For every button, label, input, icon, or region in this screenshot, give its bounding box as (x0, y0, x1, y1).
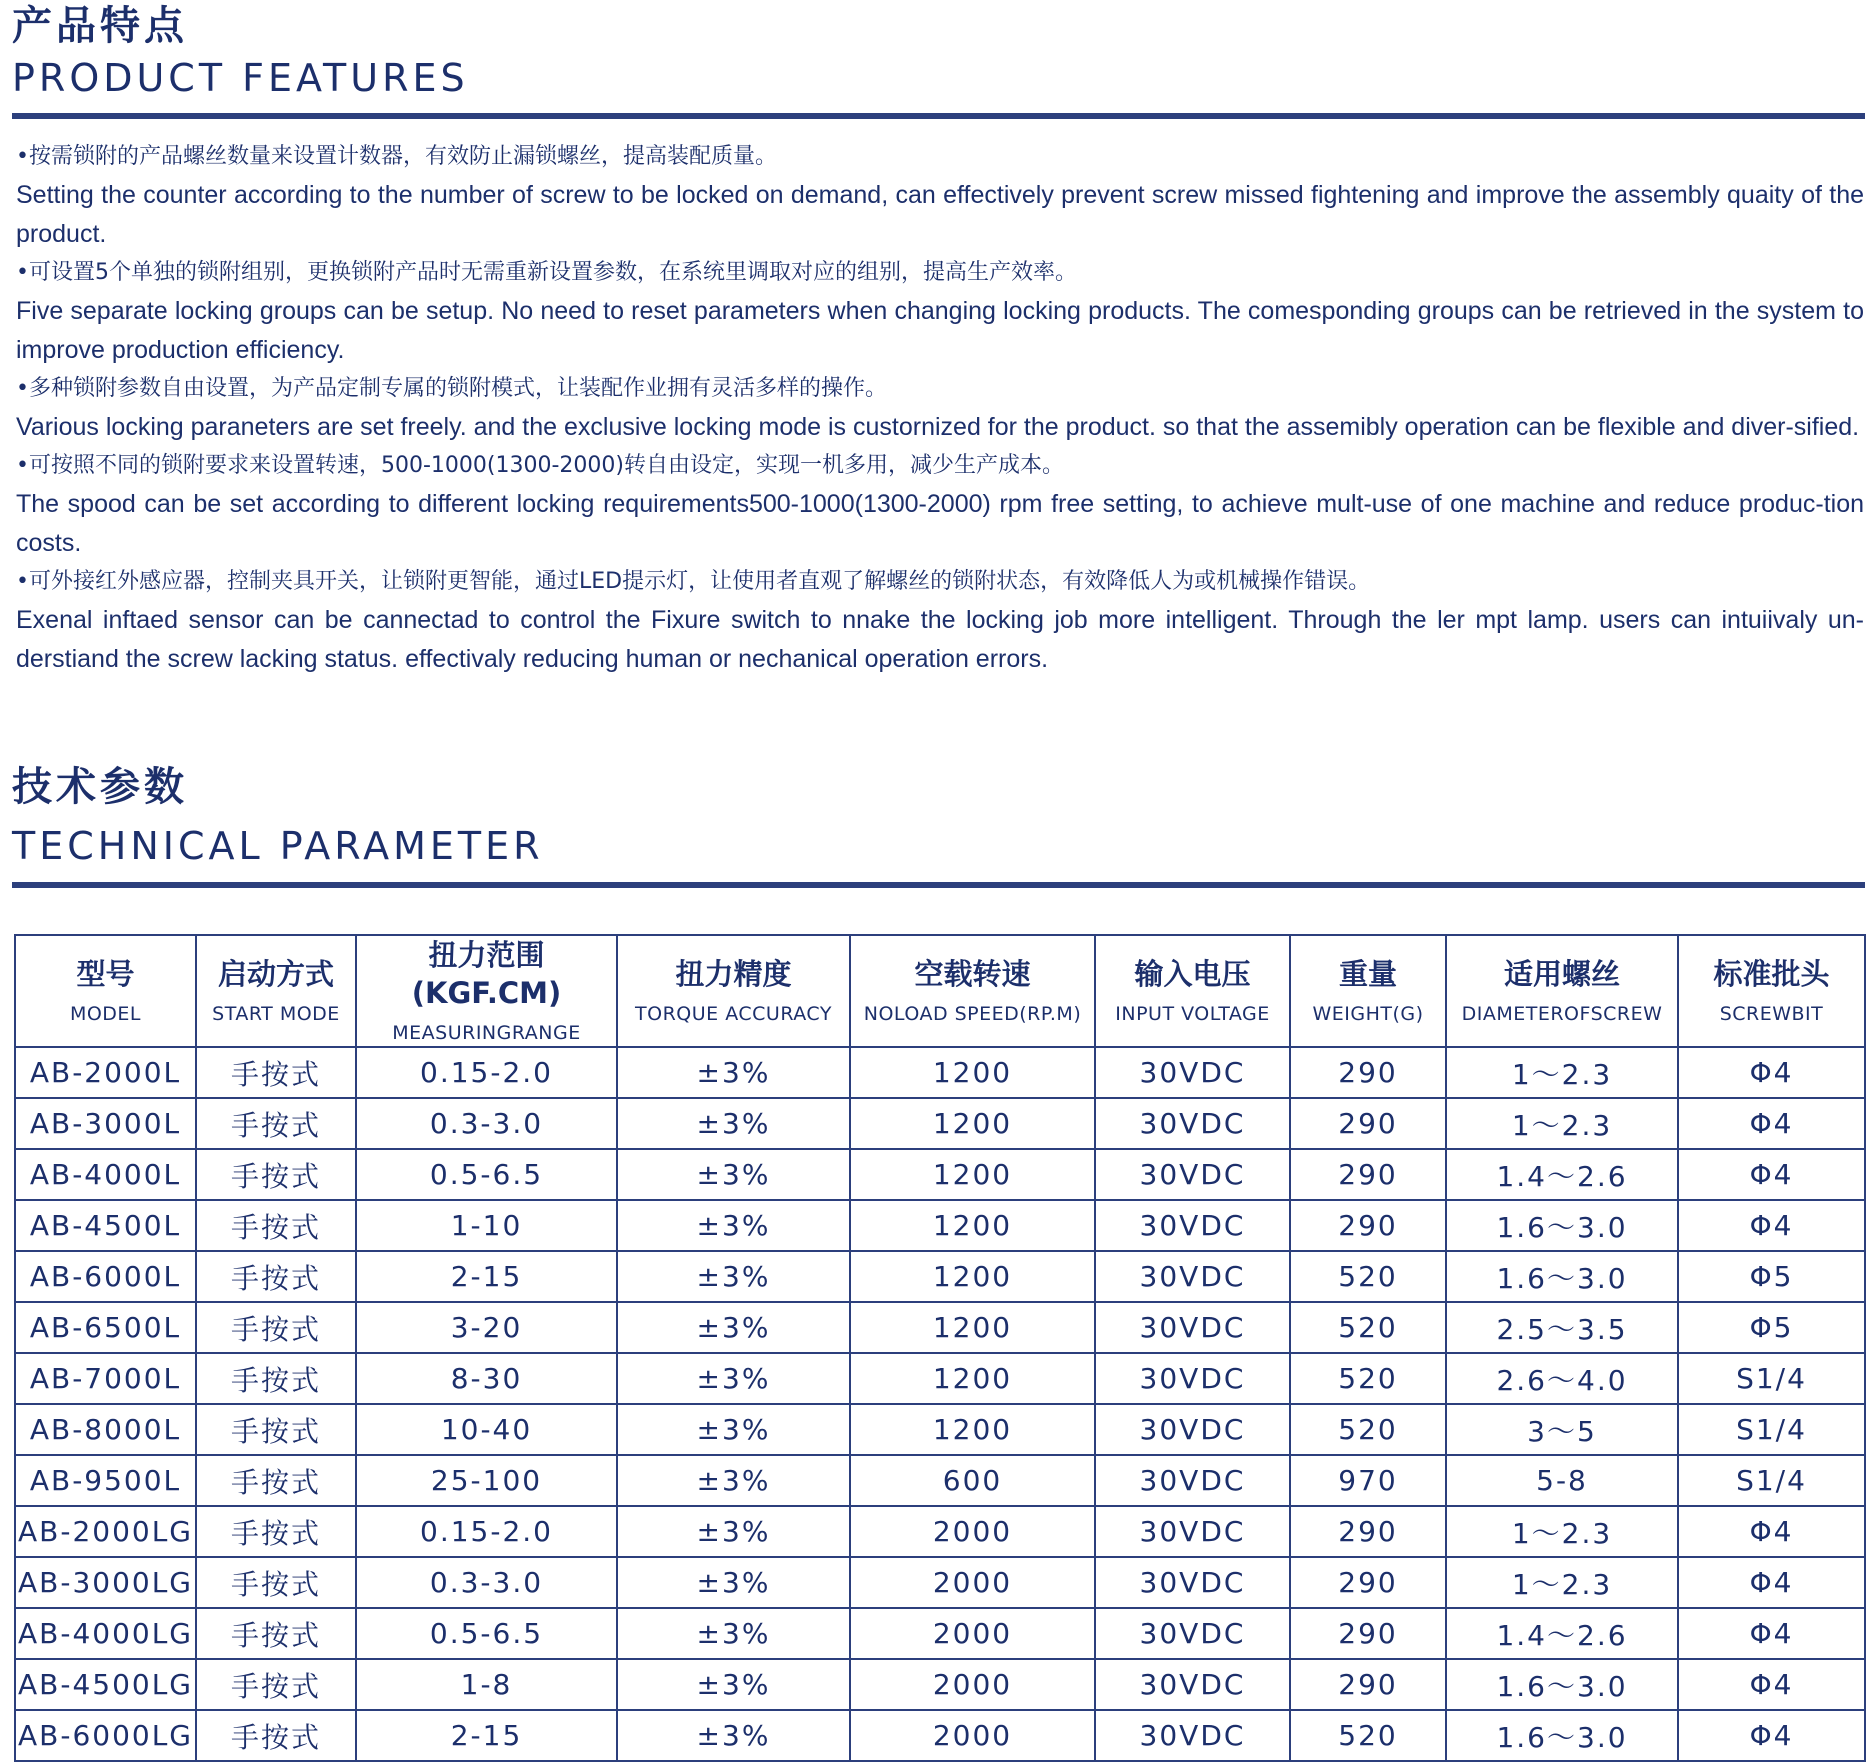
input-voltage-cell: 30VDC (1095, 1455, 1290, 1506)
spec-table (14, 934, 1866, 1762)
table-row (15, 1506, 1865, 1557)
weight-cell: 520 (1290, 1710, 1446, 1761)
screw-diameter-cell: 5-8 (1446, 1455, 1678, 1506)
screwbit-cell: Φ4 (1678, 1659, 1865, 1710)
model-cell: AB-6000LG (15, 1710, 196, 1761)
torque-range-cell: 25-100 (356, 1455, 617, 1506)
input-voltage-cell: 30VDC (1095, 1710, 1290, 1761)
weight-cell: 520 (1290, 1404, 1446, 1455)
torque-accuracy-cell: ±3% (617, 1608, 850, 1659)
noload-speed-cell: 1200 (850, 1251, 1095, 1302)
screw-diameter-cell: 1～2.3 (1446, 1506, 1678, 1557)
features-divider (12, 113, 1865, 119)
screwbit-cell: Φ4 (1678, 1608, 1865, 1659)
model-cell: AB-4500LG (15, 1659, 196, 1710)
torque-range-cell: 0.15-2.0 (356, 1047, 617, 1098)
screw-diameter-cell: 1.6～3.0 (1446, 1710, 1678, 1761)
torque-accuracy-cell: ±3% (617, 1251, 850, 1302)
screwbit-cell: S1/4 (1678, 1404, 1865, 1455)
input-voltage-cell: 30VDC (1095, 1608, 1290, 1659)
screw-diameter-cell: 1.4～2.6 (1446, 1608, 1678, 1659)
table-header-row (15, 935, 1865, 1047)
torque-range-cell: 1-10 (356, 1200, 617, 1251)
input-voltage-cell: 30VDC (1095, 1200, 1290, 1251)
feature-text-en: Exenal inftaed sensor can be cannectad to control the Fixure switch to nnake the locking job more intelligent. Through the ler mpt lamp. users can intuiivaly un-derstiand the screw lacking status. effectivaly reducing human or nechanical operation errors. (16, 606, 1864, 673)
feature-item (16, 138, 1864, 254)
input-voltage-cell: 30VDC (1095, 1149, 1290, 1200)
start-mode-cell: 手按式 (196, 1659, 356, 1710)
column-header-input-voltage: 输入电压 INPUT VOLTAGE (1095, 935, 1290, 1047)
weight-cell: 970 (1290, 1455, 1446, 1506)
feature-text-cn: •可按照不同的锁附要求来设置转速，500-1000(1300-2000)转自由设定，实现一机多用，减少生产成本。 (16, 453, 1064, 478)
table-row (15, 1404, 1865, 1455)
model-cell: AB-4000L (15, 1149, 196, 1200)
table-body (15, 1047, 1865, 1761)
screw-diameter-cell: 1.4～2.6 (1446, 1149, 1678, 1200)
feature-text-en: Five separate locking groups can be setup. No need to reset parameters when changing locking products. The comesponding groups can be retrieved in the system to improve production efficiency. (16, 297, 1864, 364)
params-divider (12, 882, 1865, 888)
feature-text-cn: •可设置5个单独的锁附组别，更换锁附产品时无需重新设置参数，在系统里调取对应的组别，提高生产效率。 (16, 260, 1077, 285)
feature-item (16, 370, 1864, 447)
noload-speed-cell: 1200 (850, 1404, 1095, 1455)
params-title-cn: 技术参数 (12, 764, 188, 810)
torque-accuracy-cell: ±3% (617, 1506, 850, 1557)
weight-cell: 520 (1290, 1302, 1446, 1353)
noload-speed-cell: 1200 (850, 1302, 1095, 1353)
features-title-cn: 产品特点 (12, 3, 188, 49)
torque-accuracy-cell: ±3% (617, 1353, 850, 1404)
torque-range-cell: 0.5-6.5 (356, 1149, 617, 1200)
torque-range-cell: 1-8 (356, 1659, 617, 1710)
screwbit-cell: Φ4 (1678, 1506, 1865, 1557)
weight-cell: 290 (1290, 1608, 1446, 1659)
feature-text-en: The spood can be set according to different locking requirements500-1000(1300-2000) rpm free setting, to achieve mult-use of one machine and reduce produc-tion costs. (16, 490, 1864, 557)
noload-speed-cell: 2000 (850, 1506, 1095, 1557)
start-mode-cell: 手按式 (196, 1506, 356, 1557)
weight-cell: 290 (1290, 1047, 1446, 1098)
screwbit-cell: S1/4 (1678, 1353, 1865, 1404)
screwbit-cell: S1/4 (1678, 1455, 1865, 1506)
torque-accuracy-cell: ±3% (617, 1404, 850, 1455)
torque-range-cell: 0.3-3.0 (356, 1557, 617, 1608)
torque-accuracy-cell: ±3% (617, 1047, 850, 1098)
weight-cell: 520 (1290, 1251, 1446, 1302)
torque-accuracy-cell: ±3% (617, 1710, 850, 1761)
column-header-screw-diameter: 适用螺丝 DIAMETEROFSCREW (1446, 935, 1678, 1047)
noload-speed-cell: 2000 (850, 1608, 1095, 1659)
screw-diameter-cell: 1.6～3.0 (1446, 1251, 1678, 1302)
model-cell: AB-3000L (15, 1098, 196, 1149)
torque-accuracy-cell: ±3% (617, 1302, 850, 1353)
noload-speed-cell: 2000 (850, 1659, 1095, 1710)
weight-cell: 290 (1290, 1149, 1446, 1200)
model-cell: AB-2000L (15, 1047, 196, 1098)
start-mode-cell: 手按式 (196, 1251, 356, 1302)
screwbit-cell: Φ4 (1678, 1098, 1865, 1149)
screwbit-cell: Φ4 (1678, 1200, 1865, 1251)
start-mode-cell: 手按式 (196, 1098, 356, 1149)
column-header-model: 型号 MODEL (15, 935, 196, 1047)
screw-diameter-cell: 1.6～3.0 (1446, 1659, 1678, 1710)
model-cell: AB-4000LG (15, 1608, 196, 1659)
features-list (16, 138, 1864, 679)
feature-text-cn: •按需锁附的产品螺丝数量来设置计数器，有效防止漏锁螺丝，提高装配质量。 (16, 144, 777, 169)
weight-cell: 290 (1290, 1098, 1446, 1149)
params-title-en: TECHNICAL PARAMETER (12, 824, 544, 868)
torque-accuracy-cell: ±3% (617, 1149, 850, 1200)
start-mode-cell: 手按式 (196, 1608, 356, 1659)
start-mode-cell: 手按式 (196, 1302, 356, 1353)
column-header-weight: 重量 WEIGHT(G) (1290, 935, 1446, 1047)
weight-cell: 520 (1290, 1353, 1446, 1404)
feature-text-cn: •多种锁附参数自由设置，为产品定制专属的锁附模式，让装配作业拥有灵活多样的操作。 (16, 376, 887, 401)
model-cell: AB-2000LG (15, 1506, 196, 1557)
noload-speed-cell: 1200 (850, 1098, 1095, 1149)
screw-diameter-cell: 3～5 (1446, 1404, 1678, 1455)
torque-accuracy-cell: ±3% (617, 1098, 850, 1149)
column-header-noload-speed: 空载转速 NOLOAD SPEED(RP.M) (850, 935, 1095, 1047)
column-header-screwbit: 标准批头 SCREWBIT (1678, 935, 1865, 1047)
torque-accuracy-cell: ±3% (617, 1200, 850, 1251)
torque-accuracy-cell: ±3% (617, 1455, 850, 1506)
column-header-torque-range: 扭力范围(KGF.CM) MEASURINGRANGE (356, 935, 617, 1047)
noload-speed-cell: 1200 (850, 1149, 1095, 1200)
weight-cell: 290 (1290, 1200, 1446, 1251)
screw-diameter-cell: 1.6～3.0 (1446, 1200, 1678, 1251)
screw-diameter-cell: 2.5～3.5 (1446, 1302, 1678, 1353)
features-title-en: PRODUCT FEATURES (12, 56, 469, 100)
table-row (15, 1353, 1865, 1404)
torque-range-cell: 3-20 (356, 1302, 617, 1353)
model-cell: AB-6500L (15, 1302, 196, 1353)
model-cell: AB-6000L (15, 1251, 196, 1302)
start-mode-cell: 手按式 (196, 1404, 356, 1455)
table-row (15, 1047, 1865, 1098)
screwbit-cell: Φ4 (1678, 1047, 1865, 1098)
torque-range-cell: 8-30 (356, 1353, 617, 1404)
input-voltage-cell: 30VDC (1095, 1659, 1290, 1710)
noload-speed-cell: 2000 (850, 1710, 1095, 1761)
feature-text-en: Setting the counter according to the number of screw to be locked on demand, can effectively prevent screw missed fightening and improve the assembly quaity of the product. (16, 181, 1864, 248)
screwbit-cell: Φ5 (1678, 1251, 1865, 1302)
table-row (15, 1200, 1865, 1251)
model-cell: AB-4500L (15, 1200, 196, 1251)
noload-speed-cell: 1200 (850, 1200, 1095, 1251)
feature-item (16, 563, 1864, 679)
torque-range-cell: 10-40 (356, 1404, 617, 1455)
screw-diameter-cell: 2.6～4.0 (1446, 1353, 1678, 1404)
noload-speed-cell: 1200 (850, 1047, 1095, 1098)
table-row (15, 1455, 1865, 1506)
screwbit-cell: Φ4 (1678, 1149, 1865, 1200)
model-cell: AB-3000LG (15, 1557, 196, 1608)
table-row (15, 1608, 1865, 1659)
torque-accuracy-cell: ±3% (617, 1557, 850, 1608)
screwbit-cell: Φ4 (1678, 1710, 1865, 1761)
weight-cell: 290 (1290, 1557, 1446, 1608)
feature-item (16, 254, 1864, 370)
start-mode-cell: 手按式 (196, 1047, 356, 1098)
noload-speed-cell: 600 (850, 1455, 1095, 1506)
table-row (15, 1659, 1865, 1710)
screw-diameter-cell: 1～2.3 (1446, 1557, 1678, 1608)
model-cell: AB-9500L (15, 1455, 196, 1506)
noload-speed-cell: 2000 (850, 1557, 1095, 1608)
torque-accuracy-cell: ±3% (617, 1659, 850, 1710)
table-row (15, 1302, 1865, 1353)
screwbit-cell: Φ5 (1678, 1302, 1865, 1353)
start-mode-cell: 手按式 (196, 1149, 356, 1200)
model-cell: AB-7000L (15, 1353, 196, 1404)
weight-cell: 290 (1290, 1506, 1446, 1557)
start-mode-cell: 手按式 (196, 1710, 356, 1761)
start-mode-cell: 手按式 (196, 1200, 356, 1251)
input-voltage-cell: 30VDC (1095, 1353, 1290, 1404)
input-voltage-cell: 30VDC (1095, 1404, 1290, 1455)
input-voltage-cell: 30VDC (1095, 1302, 1290, 1353)
input-voltage-cell: 30VDC (1095, 1557, 1290, 1608)
feature-text-cn: •可外接红外感应器，控制夹具开关，让锁附更智能，通过LED提示灯，让使用者直观了解螺丝的锁附状态，有效降低人为或机械操作错误。 (16, 569, 1371, 594)
torque-range-cell: 2-15 (356, 1710, 617, 1761)
feature-text-en: Various locking paraneters are set freely. and the exclusive locking mode is custornized for the product. so that the assemibly operation can be flexible and diver-sified. (16, 413, 1860, 441)
start-mode-cell: 手按式 (196, 1353, 356, 1404)
screw-diameter-cell: 1～2.3 (1446, 1098, 1678, 1149)
feature-item (16, 447, 1864, 563)
table-row (15, 1557, 1865, 1608)
model-cell: AB-8000L (15, 1404, 196, 1455)
input-voltage-cell: 30VDC (1095, 1047, 1290, 1098)
torque-range-cell: 0.5-6.5 (356, 1608, 617, 1659)
column-header-torque-accuracy: 扭力精度 TORQUE ACCURACY (617, 935, 850, 1047)
input-voltage-cell: 30VDC (1095, 1098, 1290, 1149)
torque-range-cell: 2-15 (356, 1251, 617, 1302)
start-mode-cell: 手按式 (196, 1557, 356, 1608)
screwbit-cell: Φ4 (1678, 1557, 1865, 1608)
table-row (15, 1710, 1865, 1761)
screw-diameter-cell: 1～2.3 (1446, 1047, 1678, 1098)
start-mode-cell: 手按式 (196, 1455, 356, 1506)
noload-speed-cell: 1200 (850, 1353, 1095, 1404)
torque-range-cell: 0.3-3.0 (356, 1098, 617, 1149)
input-voltage-cell: 30VDC (1095, 1251, 1290, 1302)
table-row (15, 1098, 1865, 1149)
table-row (15, 1251, 1865, 1302)
table-row (15, 1149, 1865, 1200)
input-voltage-cell: 30VDC (1095, 1506, 1290, 1557)
torque-range-cell: 0.15-2.0 (356, 1506, 617, 1557)
column-header-start-mode: 启动方式 START MODE (196, 935, 356, 1047)
weight-cell: 290 (1290, 1659, 1446, 1710)
